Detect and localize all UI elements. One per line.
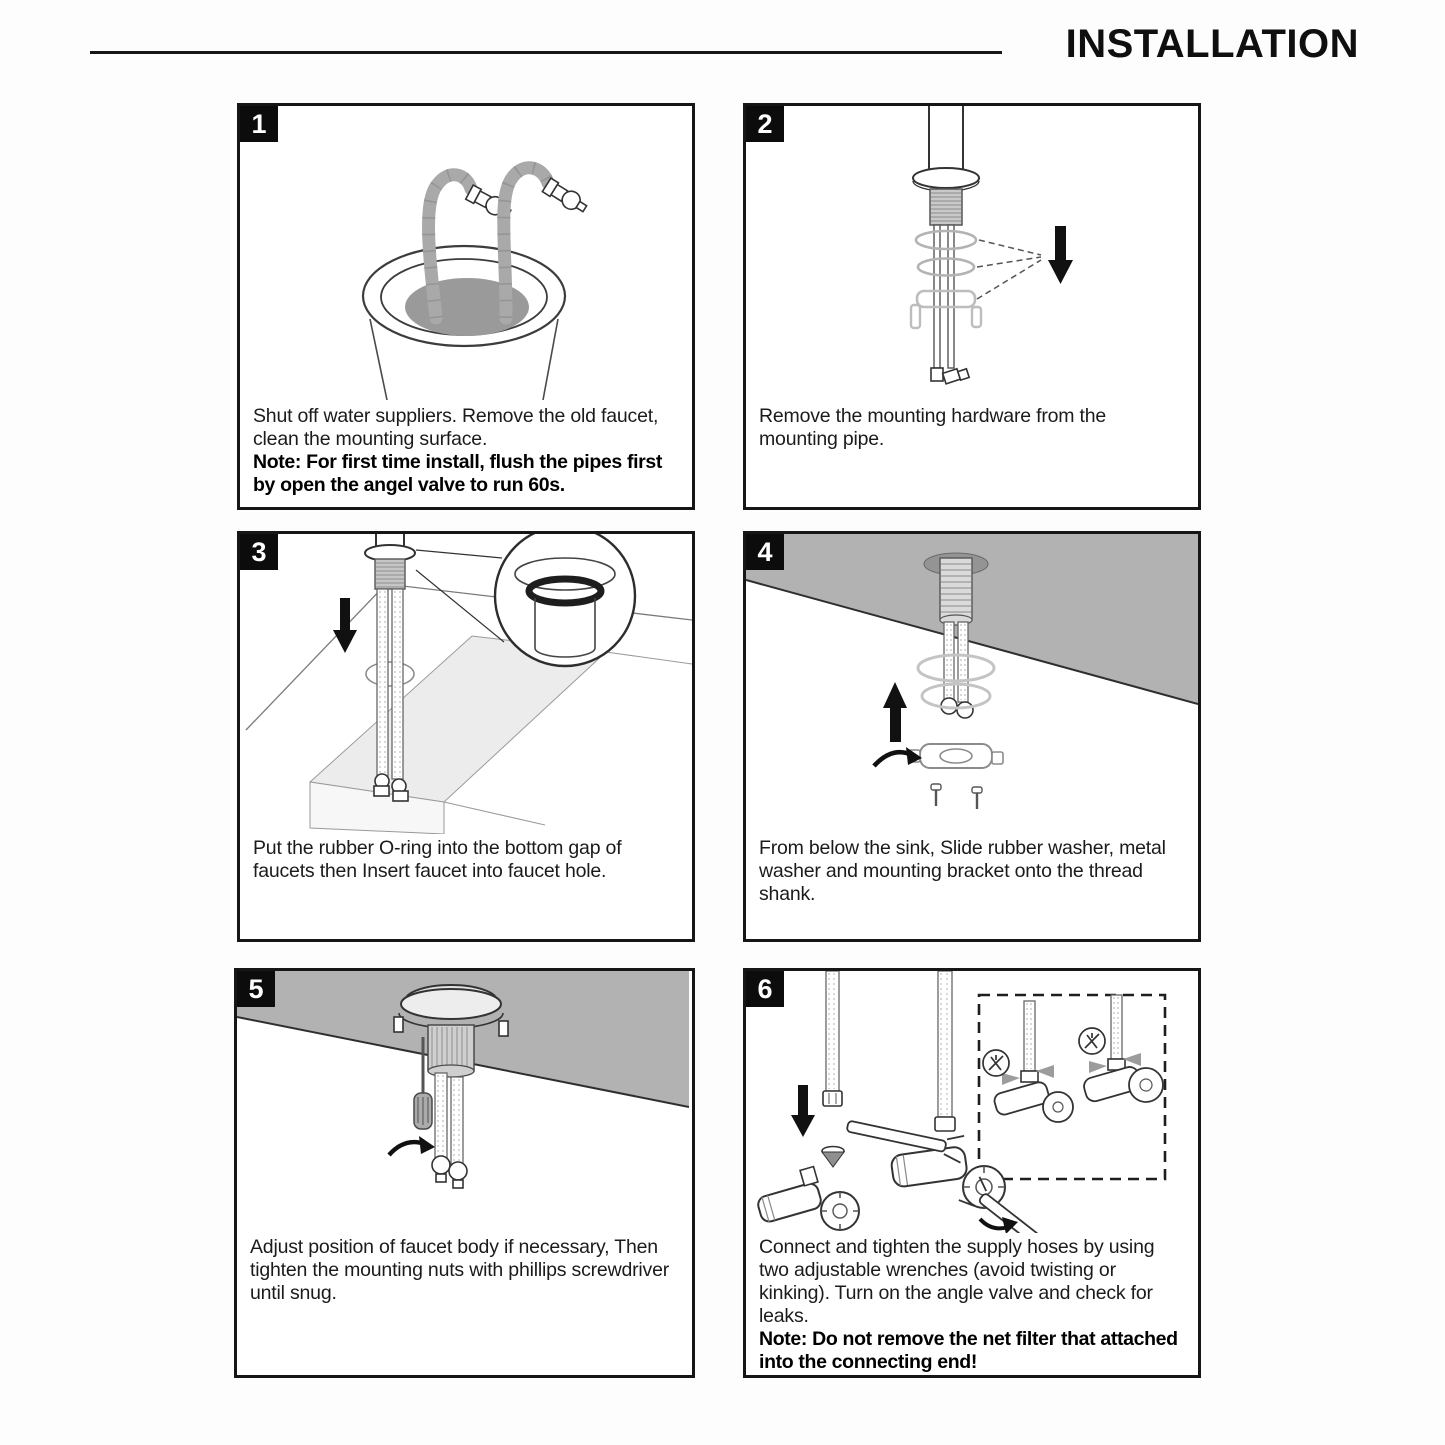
mounting-pipe-hardware-illustration — [746, 106, 1198, 402]
sink-faucet-hole-illustration — [240, 534, 692, 834]
step-caption-block — [240, 402, 692, 497]
step-number-badge — [746, 106, 784, 142]
step-number: 6 — [757, 973, 773, 1004]
step-number: 2 — [757, 108, 773, 139]
washers-and-bracket — [911, 231, 981, 328]
washers — [918, 655, 994, 708]
left-angle-valve — [752, 1167, 859, 1230]
under-sink-washers-bracket-illustration — [746, 534, 1198, 834]
page-title: INSTALLATION — [1065, 22, 1359, 66]
step-note: Note: Do not remove the net filter that attached into the connecting end! — [759, 1328, 1178, 1373]
step-panel-5 — [234, 968, 695, 1378]
no-tool-icon — [1079, 1028, 1105, 1054]
step-caption: Put the rubber O-ring into the bottom gap of faucets then Insert faucet into faucet hole. — [253, 837, 622, 882]
step-caption-block — [240, 834, 692, 883]
step-caption: Shut off water suppliers. Remove the old faucet, clean the mounting surface. — [253, 405, 659, 450]
up-arrow-icon — [883, 682, 907, 742]
connect-hoses-angle-valves-illustration — [746, 971, 1198, 1233]
hose-end-connector — [931, 368, 969, 384]
step-number-badge — [240, 534, 278, 570]
step-caption: Connect and tighten the supply hoses by using two adjustable wrenches (avoid twisting or kinking). Turn on the angle valve and check for leaks. — [759, 1236, 1155, 1327]
bracket-screws — [931, 784, 982, 809]
step-number-badge — [240, 106, 278, 142]
step-number: 4 — [757, 536, 773, 567]
down-arrow-icon — [1048, 226, 1073, 284]
step-number-badge — [237, 971, 275, 1007]
header-rule — [90, 51, 1002, 54]
step-panel-1 — [237, 103, 695, 510]
faucet-pipe — [913, 106, 979, 225]
step-number-badge — [746, 971, 784, 1007]
step-caption: Remove the mounting hardware from the mounting pipe. — [759, 405, 1107, 450]
middle-hose — [935, 971, 955, 1131]
step-caption: From below the sink, Slide rubber washer, metal washer and mounting bracket onto the thread shank. — [759, 837, 1166, 905]
no-tool-icon — [983, 1050, 1009, 1076]
bucket — [363, 246, 565, 400]
bucket-with-old-hoses-illustration — [240, 106, 692, 402]
step-number-badge — [746, 534, 784, 570]
step-note: Note: For first time install, flush the pipes first by open the angel valve to run 60s. — [253, 451, 663, 496]
step-number: 1 — [251, 108, 267, 139]
callout-dashed-lines — [977, 240, 1041, 299]
down-arrow-icon — [333, 598, 357, 653]
step-number: 5 — [248, 973, 264, 1004]
step-caption: Adjust position of faucet body if necessary, Then tighten the mounting nuts with phillips screwdriver until snug. — [250, 1236, 670, 1304]
step-panel-3 — [237, 531, 695, 942]
step-number: 3 — [251, 536, 267, 567]
down-arrow-icon — [791, 1085, 815, 1137]
tighten-nuts-screwdriver-illustration — [237, 971, 689, 1233]
supply-tubes — [934, 225, 954, 368]
step-caption-block — [237, 1233, 692, 1305]
step-caption-block — [746, 834, 1198, 906]
step-caption-block — [746, 1233, 1198, 1374]
step-panel-6 — [743, 968, 1201, 1378]
step-panel-4 — [743, 531, 1201, 942]
o-ring-callout-circle — [495, 534, 635, 666]
mounting-bracket — [909, 744, 1003, 768]
left-hose-and-filter — [822, 971, 844, 1167]
step-panel-2 — [743, 103, 1201, 510]
rotate-arrow-icon — [389, 1136, 435, 1155]
step-caption-block — [746, 402, 1198, 451]
